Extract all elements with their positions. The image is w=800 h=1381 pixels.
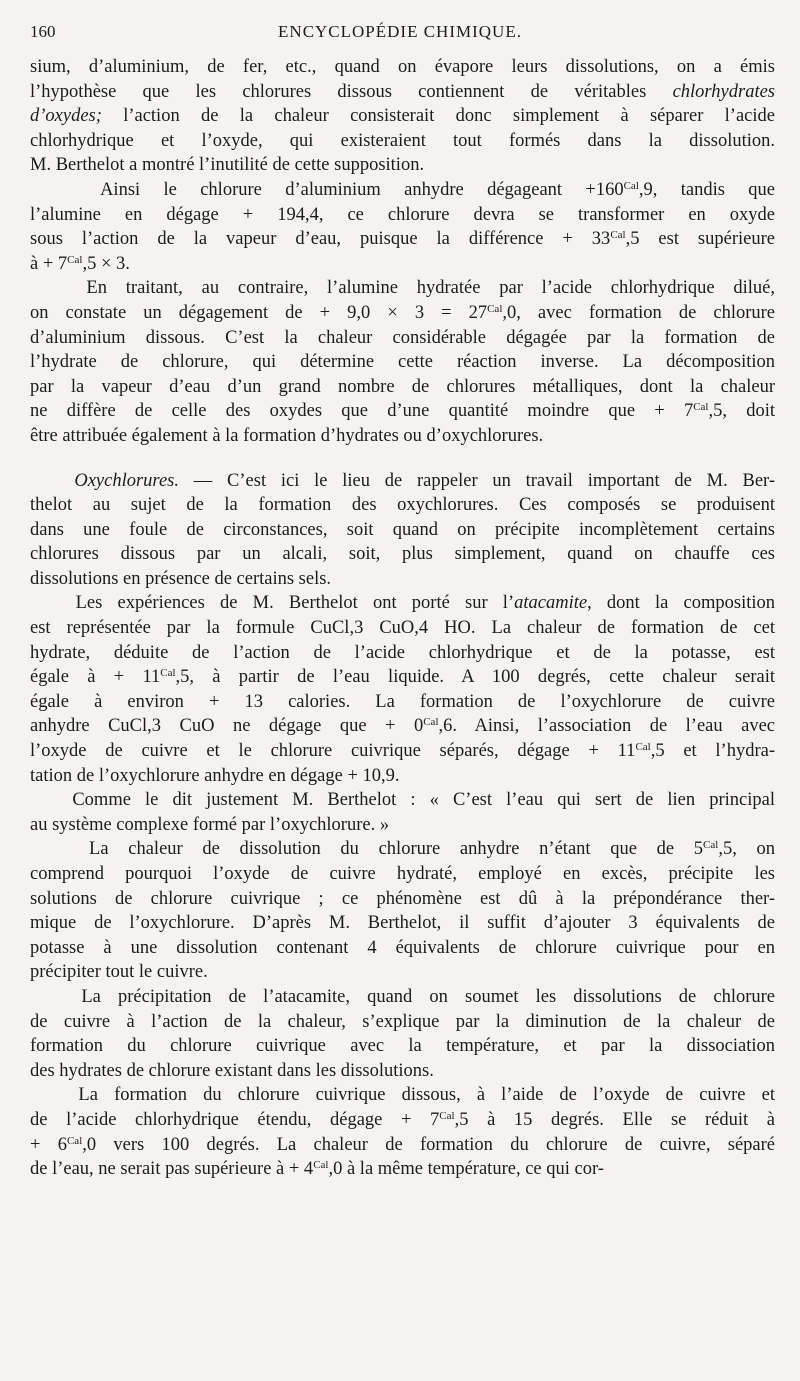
text-line: d’aluminium dissous. C’est la chaleur considérable dégagée par la formation de [30, 327, 775, 348]
text-line: être attribuée également à la formation d’hydrates ou d’oxychlorures. [30, 425, 544, 446]
text-line: dans une foule de circonstances, soit quand on précipite incomplètement certains [30, 519, 775, 540]
paragraph [30, 469, 775, 592]
paragraph [30, 591, 775, 788]
text-line: tation de l’oxychlorure anhydre en dégage + 10,9. [30, 765, 400, 786]
paragraph [30, 1083, 775, 1181]
body-text [30, 55, 775, 1182]
text-line: solutions de chlorure cuivrique ; ce phénomène est dû à la prépondérance ther- [30, 888, 775, 909]
text-line: M. Berthelot a montré l’inutilité de cette supposition. [30, 155, 425, 176]
text-line: potasse à une dissolution contenant 4 équivalents de chlorure cuivrique pour en [30, 937, 775, 958]
paragraph [30, 276, 775, 448]
text-line: précipiter tout le cuivre. [30, 962, 208, 983]
page-header [30, 22, 770, 48]
text-line: à + $7^{Cal},5 \times 3$. [30, 253, 130, 274]
text-line: En traitant, au contraire, l’alumine hydratée par l’acide chlorhydrique dilué, [30, 278, 775, 299]
text-line: mique de l’oxychlorure. D’après M. Berthelot, il suffit d’ajouter 3 équivalents de [30, 913, 775, 934]
text-line: d’oxydes; l’action de la chaleur consisterait donc simplement à séparer l’acide [30, 106, 775, 127]
text-line: égale à + $11^{Cal},5$, à partir de l’eau liquide. A 100 degrés, cette chaleur serait [30, 667, 775, 688]
text-line: Ainsi le chlorure d’aluminium anhydre dégageant $+160^{Cal},9$, tandis que [30, 179, 775, 200]
text-line: Oxychlorures. — C’est ici le lieu de rappeler un travail important de M. Ber- [74, 470, 775, 491]
text-line: l’oxyde de cuivre et le chlorure cuivrique séparés, dégage + $11^{Cal},5$ et l’hydra- [30, 741, 775, 762]
text-line: formation du chlorure cuivrique avec la température, et par la dissociation [30, 1036, 775, 1057]
text-line: sous l’action de la vapeur d’eau, puisque la différence + $33^{Cal},5$ est supérieure [30, 229, 775, 250]
text-line: de cuivre à l’action de la chaleur, s’explique par la diminution de la chaleur de [30, 1011, 775, 1032]
section-gap [30, 449, 775, 469]
text-line: on constate un dégagement de + $9,0 \times 3 = 27^{Cal},0$, avec formation de chlorure [30, 302, 775, 323]
text-line: par la vapeur d’eau d’un grand nombre de chlorures métalliques, dont la chaleur [30, 376, 775, 397]
paragraph [30, 788, 775, 837]
text-line: anhydre CuCl,3 CuO ne dégage que + $0^{Cal},6$. Ainsi, l’association de l’eau avec [30, 716, 775, 737]
text-line: comprend pourquoi l’oxyde de cuivre hydraté, employé en excès, précipite les [30, 864, 775, 884]
paragraph [30, 55, 775, 178]
text-line: l’hydrate de chlorure, qui détermine cette réaction inverse. La décomposition [30, 352, 775, 373]
text-line: Comme le dit justement M. Berthelot : « C’est l’eau qui sert de lien principal [30, 790, 775, 811]
text-line: l’alumine en dégage + 194,4, ce chlorure devra se transformer en oxyde [30, 204, 775, 225]
page-number: 160 [30, 22, 56, 41]
running-title: ENCYCLOPÉDIE CHIMIQUE. [278, 22, 522, 41]
text-line: égale à environ + 13 calories. La formation de l’oxychlorure de cuivre [30, 691, 775, 712]
text-line: des hydrates de chlorure existant dans les dissolutions. [30, 1060, 434, 1081]
paragraph [30, 985, 775, 1083]
text-line: + $6^{Cal},0$ vers 100 degrés. La chaleur de formation du chlorure de cuivre, séparé [30, 1134, 775, 1155]
text-line: de l’acide chlorhydrique étendu, dégage + $7^{Cal},5$ à 15 degrés. Elle se réduit à [30, 1109, 775, 1130]
text-line: dissolutions en présence de certains sels. [30, 568, 332, 589]
text-line: hydrate, déduite de l’action de l’acide chlorhydrique et de la potasse, est [30, 642, 775, 663]
text-line: Les expériences de M. Berthelot ont porté sur l’atacamite, dont la composition [30, 593, 775, 614]
text-line: chlorures dissous par un alcali, soit, plus simplement, quand on chauffe ces [30, 544, 775, 565]
text-line: l’hypothèse que les chlorures dissous contiennent de véritables chlorhydrates [30, 81, 775, 102]
text-line: est représentée par la formule CuCl,3 CuO,4 HO. La chaleur de formation de cet [30, 618, 775, 639]
text-line: ne diffère de celle des oxydes que d’une quantité moindre que + $7^{Cal},5$, doit [30, 401, 775, 422]
text-line: La précipitation de l’atacamite, quand on soumet les dissolutions de chlorure [30, 986, 775, 1007]
text-line: La chaleur de dissolution du chlorure anhydre n’étant que de $5^{Cal},5$, on [30, 839, 775, 860]
text-line: La formation du chlorure cuivrique dissous, à l’aide de l’oxyde de cuivre et [30, 1085, 775, 1106]
paragraph [30, 837, 775, 985]
text-line: au système complexe formé par l’oxychlorure. » [30, 814, 390, 835]
text-line: thelot au sujet de la formation des oxychlorures. Ces composés se produisent [30, 495, 775, 516]
text-line: chlorhydrique et l’oxyde, qui existeraient tout formés dans la dissolution. [30, 130, 775, 151]
text-line: sium, d’aluminium, de fer, etc., quand on évapore leurs dissolutions, on a émis [30, 57, 775, 77]
text-line: de l’eau, ne serait pas supérieure à + $4^{Cal},0$ à la même température, ce qui cor- [30, 1159, 604, 1180]
paragraph [30, 178, 775, 276]
